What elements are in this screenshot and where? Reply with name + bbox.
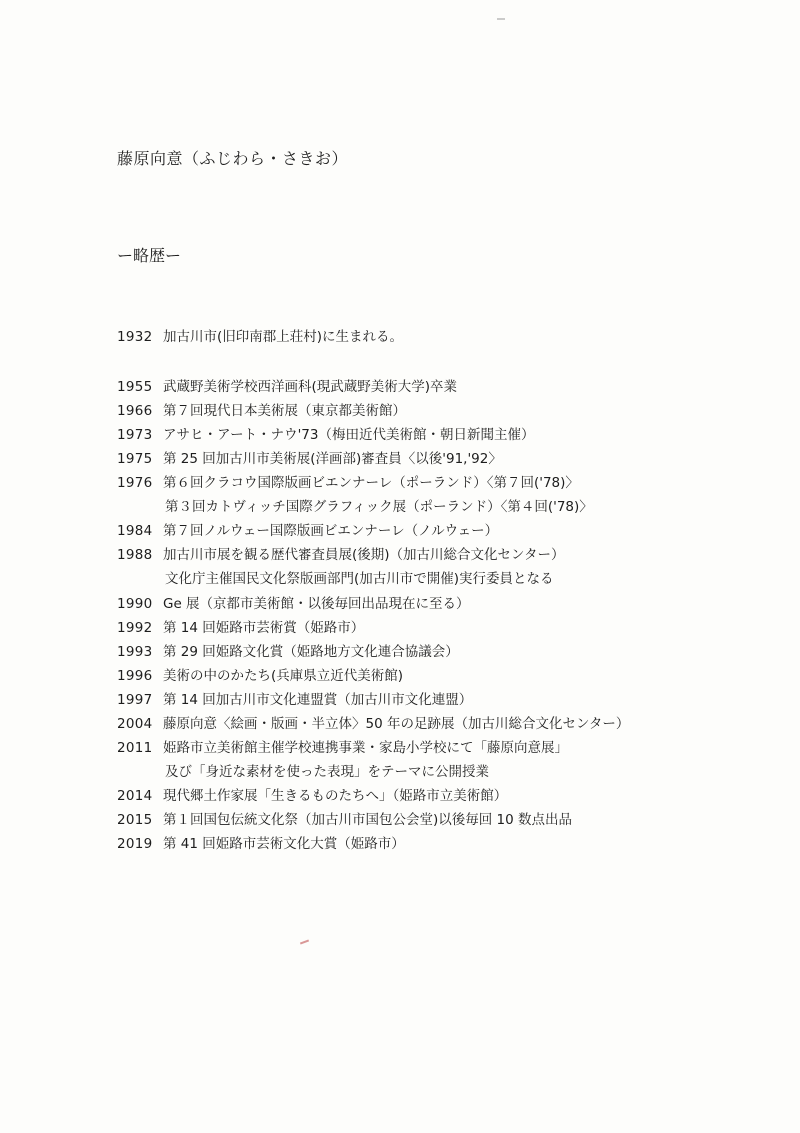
timeline-entry bbox=[117, 327, 403, 347]
entry-text: 第 14 回加古川市文化連盟賞（加古川市文化連盟） bbox=[163, 692, 473, 708]
entry-year: 1966 bbox=[117, 403, 153, 419]
entry-year: 1988 bbox=[117, 547, 153, 563]
entry-text: 第 25 回加古川市美術展(洋画部)審査員〈以後'91,'92〉 bbox=[163, 451, 502, 467]
timeline-entry bbox=[117, 618, 364, 638]
entry-text: 美術の中のかたち(兵庫県立近代美術館) bbox=[163, 668, 404, 684]
entry-text: 加古川市展を観る歴代審査員展(後期)（加古川総合文化センター） bbox=[163, 547, 565, 563]
biography-heading: ー略歴ー bbox=[117, 246, 182, 265]
entry-text: Ge 展（京都市美術館・以後毎回出品現在に至る） bbox=[163, 596, 470, 612]
entry-year: 1932 bbox=[117, 329, 153, 345]
timeline-entry bbox=[117, 473, 579, 493]
timeline-entry bbox=[117, 810, 572, 830]
entry-year: 2011 bbox=[117, 740, 153, 756]
timeline-entry bbox=[117, 545, 565, 565]
entry-year: 1975 bbox=[117, 451, 153, 467]
entry-text: 加古川市(旧印南郡上荘村)に生まれる。 bbox=[163, 329, 404, 345]
entry-text: 現代郷土作家展「生きるものたちへ」（姫路市立美術館） bbox=[163, 788, 508, 804]
timeline-entry bbox=[117, 449, 502, 469]
timeline-entry-continuation: 及び「身近な素材を使った表現」をテーマに公開授業 bbox=[165, 764, 489, 780]
timeline-entry bbox=[117, 786, 507, 806]
timeline-entry bbox=[117, 425, 534, 445]
entry-year: 1990 bbox=[117, 596, 153, 612]
entry-year: 1973 bbox=[117, 427, 153, 443]
entry-year: 1997 bbox=[117, 692, 153, 708]
entry-text: 藤原向意〈絵画・版画・半立体〉50 年の足跡展（加古川総合文化センター） bbox=[163, 716, 630, 732]
entry-text: 武蔵野美術学校西洋画科(現武蔵野美術大学)卒業 bbox=[163, 379, 458, 395]
entry-text: 第７回ノルウェー国際版画ビエンナーレ（ノルウェー） bbox=[163, 523, 499, 539]
timeline-entry bbox=[117, 377, 457, 397]
timeline-entry bbox=[117, 666, 403, 686]
entry-year: 1992 bbox=[117, 620, 153, 636]
entry-year: 2015 bbox=[117, 812, 153, 828]
entry-text: 第 14 回姫路市芸術賞（姫路市） bbox=[163, 620, 365, 636]
timeline-entry-continuation: 第３回カトヴィッチ国際グラフィック展（ポーランド）〈第４回('78)〉 bbox=[165, 499, 593, 515]
scan-speck bbox=[497, 18, 505, 20]
entry-year: 1955 bbox=[117, 379, 153, 395]
entry-year: 2019 bbox=[117, 836, 153, 852]
timeline-entry bbox=[117, 594, 470, 614]
entry-text: 第７回現代日本美術展（東京都美術館） bbox=[163, 403, 406, 419]
entry-year: 1976 bbox=[117, 475, 153, 491]
timeline-entry bbox=[117, 401, 406, 421]
entry-text: 第１回国包伝統文化祭（加古川市国包公会堂)以後毎回 10 数点出品 bbox=[163, 812, 573, 828]
entry-year: 1996 bbox=[117, 668, 153, 684]
timeline-entry-continuation: 文化庁主催国民文化祭版画部門(加古川市で開催)実行委員となる bbox=[165, 571, 554, 587]
timeline-entry bbox=[117, 714, 629, 734]
entry-text: 第 41 回姫路市芸術文化大賞（姫路市） bbox=[163, 836, 405, 852]
entry-text: 姫路市立美術館主催学校連携事業・家島小学校にて「藤原向意展」 bbox=[163, 740, 568, 756]
timeline-entry bbox=[117, 738, 568, 758]
entry-year: 1984 bbox=[117, 523, 153, 539]
entry-text: アサヒ・アート・ナウ'73（梅田近代美術館・朝日新聞主催） bbox=[163, 427, 535, 443]
entry-year: 1993 bbox=[117, 644, 153, 660]
timeline-entry bbox=[117, 642, 459, 662]
entry-year: 2004 bbox=[117, 716, 153, 732]
timeline-entry bbox=[117, 834, 405, 854]
artist-name-title: 藤原向意（ふじわら・さきお） bbox=[117, 149, 349, 168]
entry-text: 第 29 回姫路文化賞（姫路地方文化連合協議会） bbox=[163, 644, 459, 660]
entry-year: 2014 bbox=[117, 788, 153, 804]
scan-speck bbox=[300, 940, 309, 945]
timeline-entry bbox=[117, 521, 498, 541]
entry-text: 第６回クラコウ国際版画ビエンナーレ（ポーランド）〈第７回('78)〉 bbox=[163, 475, 579, 491]
timeline-entry bbox=[117, 690, 472, 710]
